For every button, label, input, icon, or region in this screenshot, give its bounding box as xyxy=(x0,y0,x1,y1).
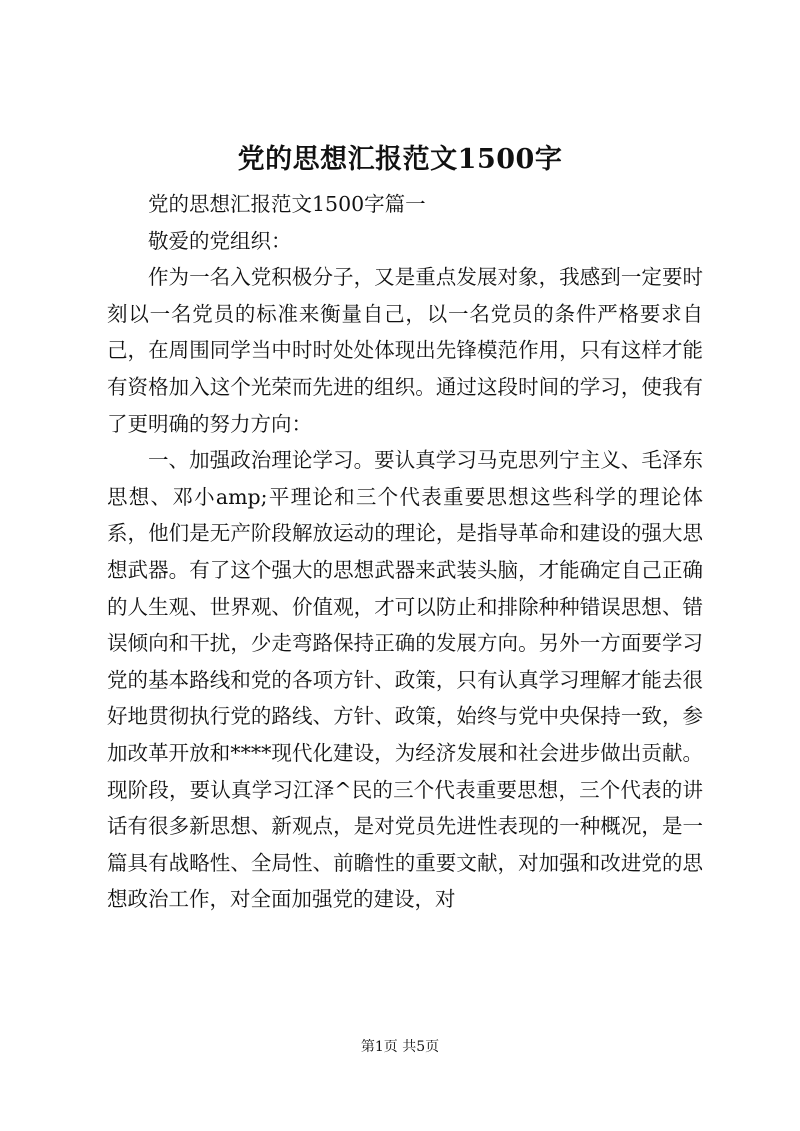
paragraph: 一、加强政治理论学习。要认真学习马克思列宁主义、毛泽东思想、邓小amp;平理论和三个代表重要思想这些科学的理论体系，他们是无产阶段解放运动的理论，是指导革命和建设的强大思想武器。有了这个强大的思想武器来武装头脑，才能确定自己正确的人生观、世界观、价值观，才可以防止和排除种种错误思想、错误倾向和干扰，少走弯路保持正确的发展方向。另外一方面要学习党的基本路线和党的各项方针、政策，只有认真学习理解才能去很好地贯彻执行党的路线、方针、政策，始终与党中央保持一致，参加改革开放和****现代化建设，为经济发展和社会进步做出贡献。现阶段，要认真学习江泽^民的三个代表重要思想，三个代表的讲话有很多新思想、新观点，是对党员先进性表现的一种概况，是一篇具有战略性、全局性、前瞻性的重要文献，对加强和改进党的思想政治工作，对全面加强党的建设，对 xyxy=(107,448,703,912)
salutation: 敬爱的党组织： xyxy=(148,228,292,253)
document-title: 党的思想汇报范文1500字 xyxy=(237,144,563,175)
page-footer: 第1页 共5页 xyxy=(360,1039,440,1055)
document-body xyxy=(107,186,703,918)
section-heading: 党的思想汇报范文1500字篇一 xyxy=(148,192,426,216)
paragraph: 作为一名入党积极分子，又是重点发展对象，我感到一定要时刻以一名党员的标准来衡量自己，以一名党员的条件严格要求自己，在周围同学当中时时处处体现出先锋模范作用，只有这样才能有资格加入这个光荣而先进的组织。通过这段时间的学习，使我有了更明确的努力方向： xyxy=(107,265,703,436)
